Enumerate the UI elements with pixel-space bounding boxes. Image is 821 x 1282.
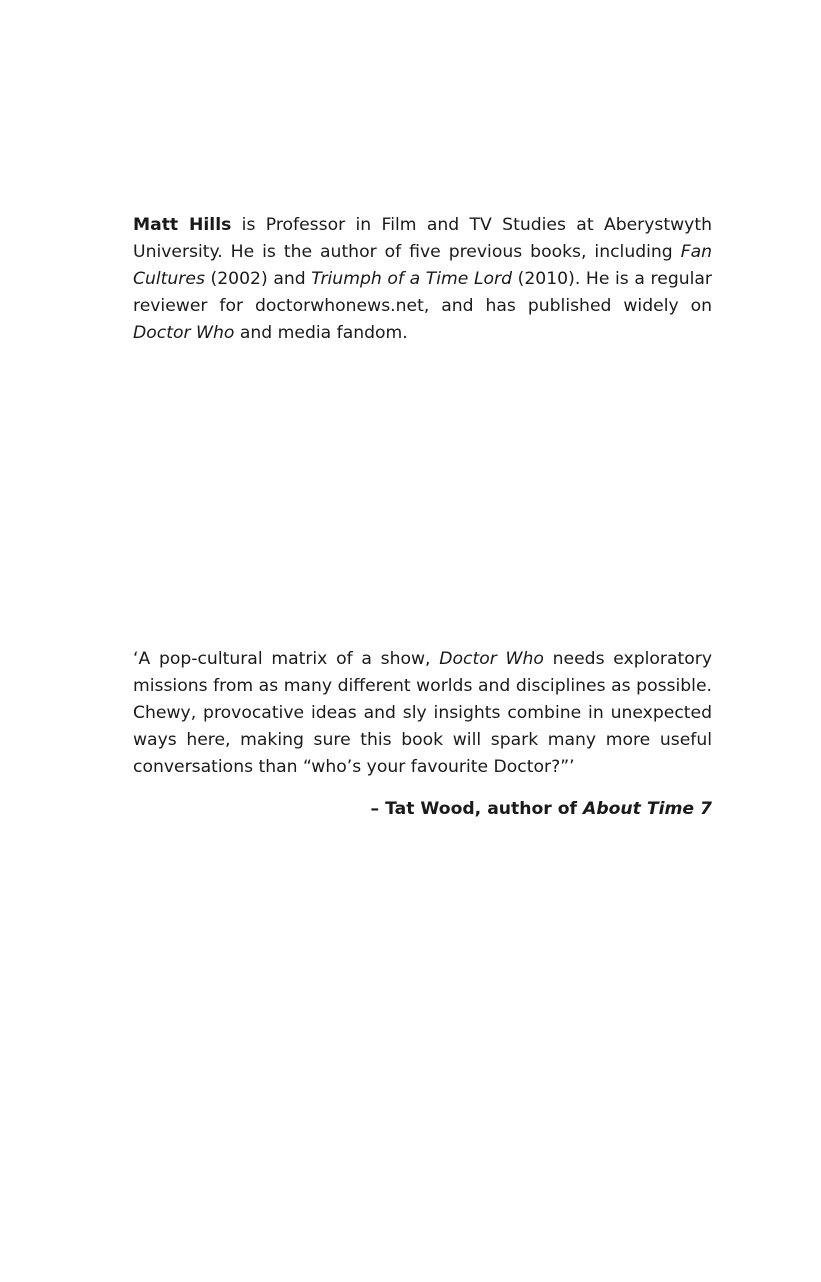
bio-text-1: is Professor in Film and TV Studies at Aberystwyth University. He is the author of five previous books, including bbox=[133, 215, 712, 262]
bio-text-3: (2010). He is a regular reviewer for doctorwhonews.net, and has published widely on bbox=[133, 269, 712, 316]
book-title-fan-cultures: Fan Cultures bbox=[133, 242, 712, 289]
author-bio bbox=[133, 212, 712, 347]
show-title: Doctor Who bbox=[133, 323, 235, 343]
author-name: Matt Hills bbox=[133, 215, 232, 235]
book-title-triumph: Triumph of a Time Lord bbox=[311, 269, 513, 289]
bio-text-4: and media fandom. bbox=[234, 323, 408, 343]
attribution-book-title: About Time 7 bbox=[583, 799, 712, 819]
bio-text-2: (2002) and bbox=[204, 269, 312, 289]
attribution-prefix: – Tat Wood, author of bbox=[370, 799, 584, 819]
quote-text-1: ‘A pop-cultural matrix of a show, bbox=[133, 649, 440, 669]
quote-attribution bbox=[133, 796, 712, 823]
endorsement-quote bbox=[133, 646, 712, 781]
quote-text-2: needs exploratory missions from as many different worlds and disciplines as possible. Chewy, provocative ideas and sly insights combine in unexpected ways here, making sure this book will spark many more useful conversations than “who’s your favourite Doctor?”’ bbox=[133, 649, 712, 777]
quote-show-title: Doctor Who bbox=[439, 649, 544, 669]
